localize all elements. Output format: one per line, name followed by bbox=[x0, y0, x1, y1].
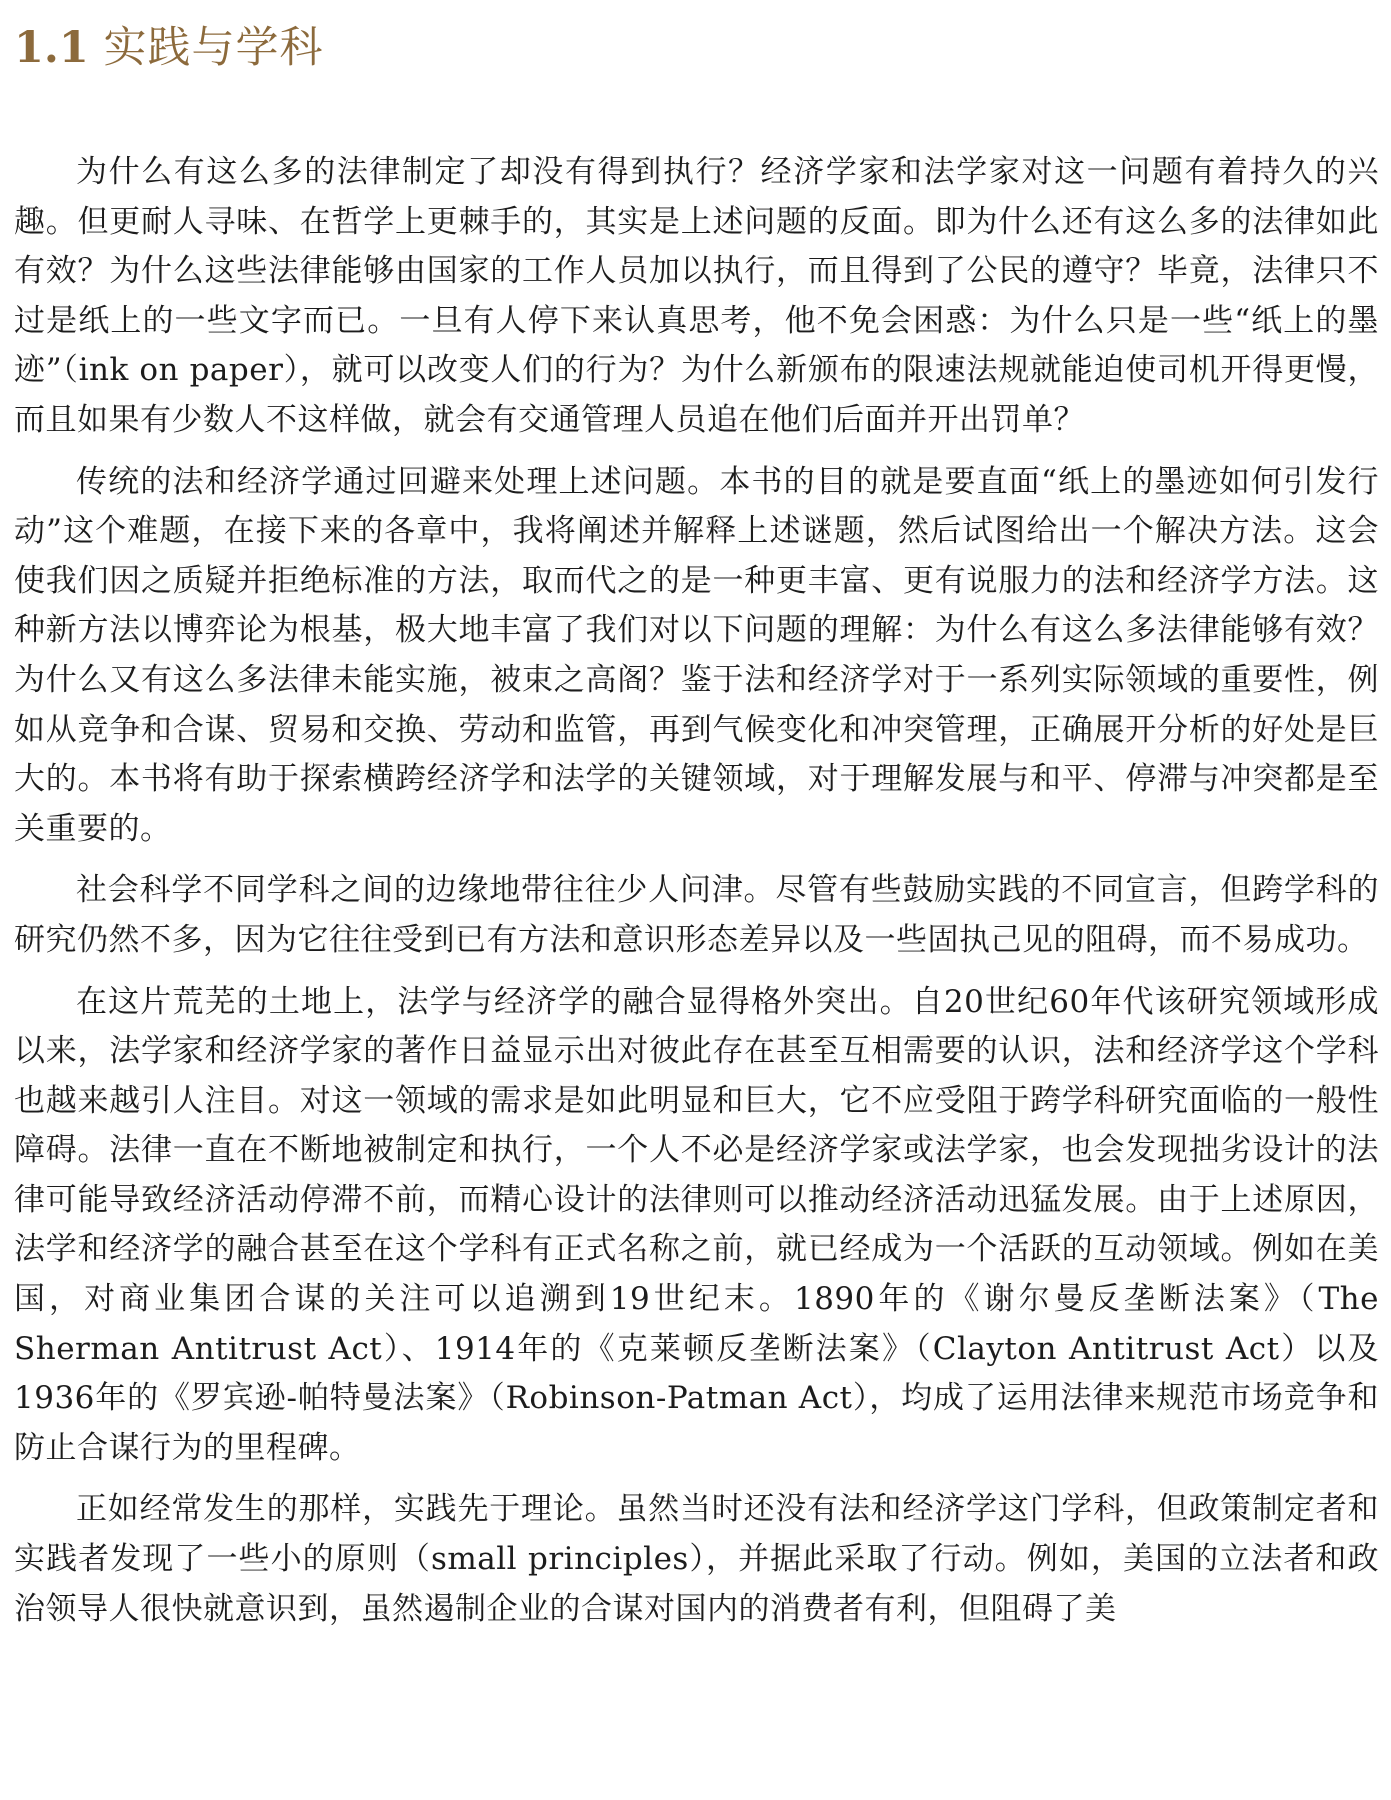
document-page bbox=[14, 0, 1379, 1800]
paragraph-4: 在这片荒芜的土地上，法学与经济学的融合显得格外突出。自20世纪60年代该研究领域形成以来，法学家和经济学家的著作日益显示出对彼此存在甚至互相需要的认识，法和经济学这个学科也越来越引人注目。对这一领域的需求是如此明显和巨大，它不应受阻于跨学科研究面临的一般性障碍。法律一直在不断地被制定和执行，一个人不必是经济学家或法学家，也会发现拙劣设计的法律可能导致经济活动停滞不前，而精心设计的法律则可以推动经济活动迅猛发展。由于上述原因，法学和经济学的融合甚至在这个学科有正式名称之前，就已经成为一个活跃的互动领域。例如在美国，对商业集团合谋的关注可以追溯到19世纪末。1890年的《谢尔曼反垄断法案》（The Sherman Antitrust Act）、1914年的《克莱顿反垄断法案》（Clayton Antitrust Act）以及1936年的《罗宾逊-帕特曼法案》（Robinson-Patman Act），均成了运用法律来规范市场竞争和防止合谋行为的里程碑。 bbox=[14, 983, 1379, 1466]
paragraph-3: 社会科学不同学科之间的边缘地带往往少人问津。尽管有些鼓励实践的不同宣言，但跨学科的研究仍然不多，因为它往往受到已有方法和意识形态差异以及一些固执己见的阻碍，而不易成功。 bbox=[14, 872, 1379, 958]
section-number: 1.1 bbox=[14, 23, 89, 73]
paragraph-2: 传统的法和经济学通过回避来处理上述问题。本书的目的就是要直面“纸上的墨迹如何引发行动”这个难题，在接下来的各章中，我将阐述并解释上述谜题，然后试图给出一个解决方法。这会使我们因之质疑并拒绝标准的方法，取而代之的是一种更丰富、更有说服力的法和经济学方法。这种新方法以博弈论为根基，极大地丰富了我们对以下问题的理解：为什么有这么多法律能够有效？为什么又有这么多法律未能实施，被束之高阁？鉴于法和经济学对于一系列实际领域的重要性，例如从竞争和合谋、贸易和交换、劳动和监管，再到气候变化和冲突管理，正确展开分析的好处是巨大的。本书将有助于探索横跨经济学和法学的关键领域，对于理解发展与和平、停滞与冲突都是至关重要的。 bbox=[14, 463, 1379, 847]
body-text bbox=[14, 148, 1379, 1634]
paragraph-1: 为什么有这么多的法律制定了却没有得到执行？经济学家和法学家对这一问题有着持久的兴趣。但更耐人寻味、在哲学上更棘手的，其实是上述问题的反面。即为什么还有这么多的法律如此有效？为什么这些法律能够由国家的工作人员加以执行，而且得到了公民的遵守？毕竟，法律只不过是纸上的一些文字而已。一旦有人停下来认真思考，他不免会困惑：为什么只是一些“纸上的墨迹”（ink on paper），就可以改变人们的行为？为什么新颁布的限速法规就能迫使司机开得更慢，而且如果有少数人不这样做，就会有交通管理人员追在他们后面并开出罚单？ bbox=[14, 154, 1379, 438]
section-heading bbox=[14, 0, 1379, 88]
paragraph-5: 正如经常发生的那样，实践先于理论。虽然当时还没有法和经济学这门学科，但政策制定者和实践者发现了一些小的原则（small principles），并据此采取了行动。例如，美国的立法者和政治领导人很快就意识到，虽然遏制企业的合谋对国内的消费者有利，但阻碍了美 bbox=[14, 1491, 1379, 1627]
section-title-text: 实践与学科 bbox=[103, 23, 324, 73]
